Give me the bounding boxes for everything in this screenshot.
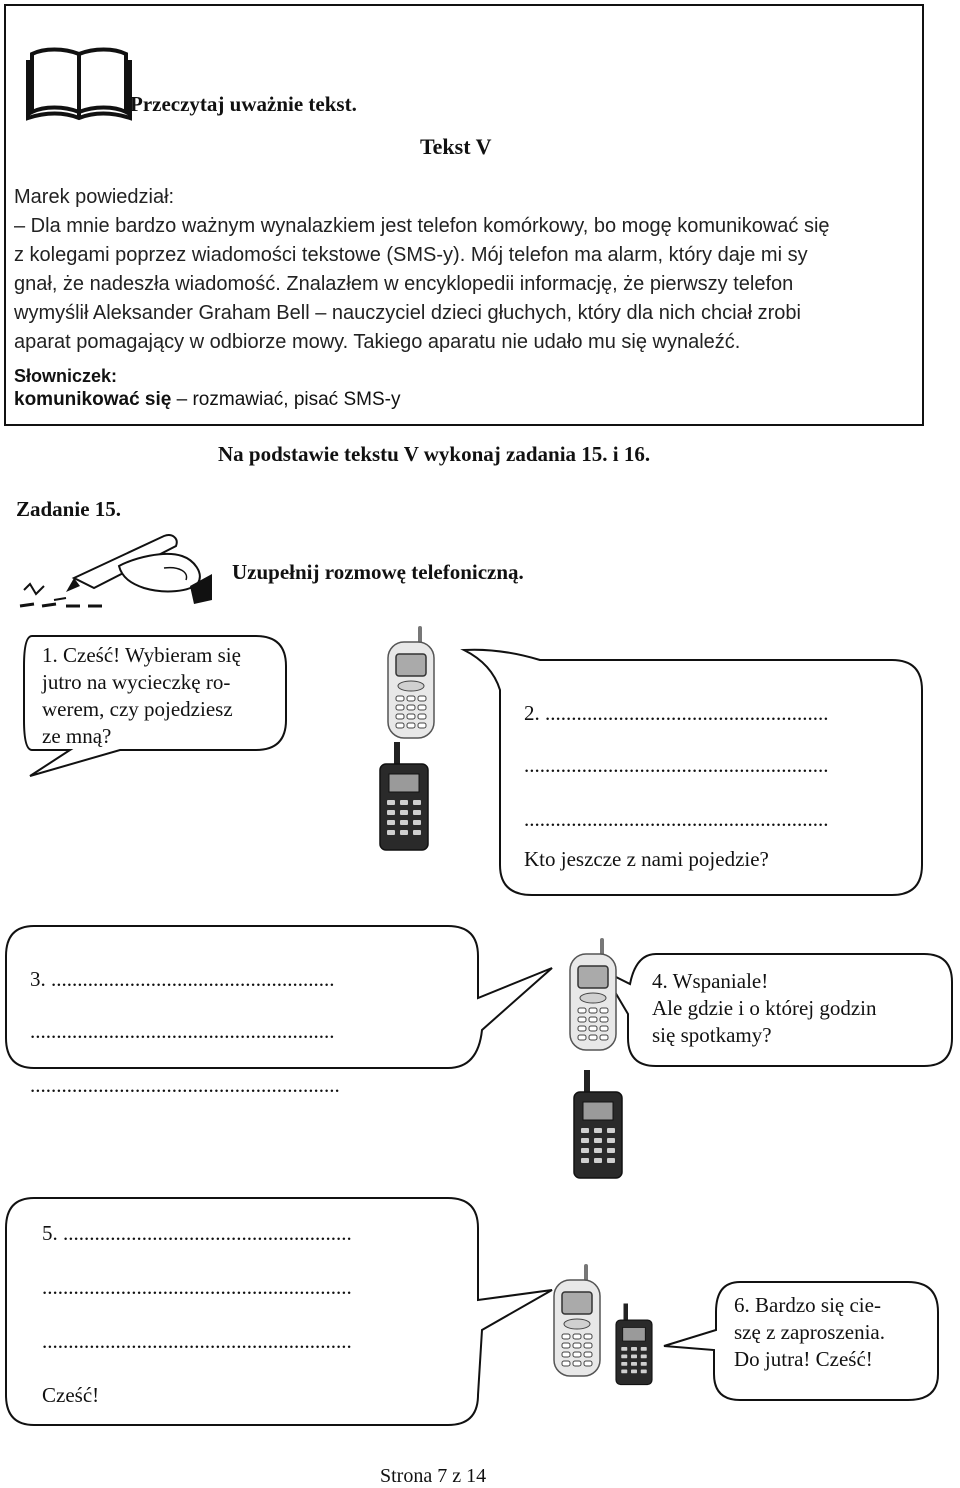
mobile-phone-icon xyxy=(566,936,622,1054)
text-title: Tekst V xyxy=(420,134,492,159)
section-instruction: Na podstawie tekstu V wykonaj zadania 15. i 16. xyxy=(218,442,651,466)
bubble-1-line: jutro na wycieczkę ro- xyxy=(42,670,231,694)
page-number: Strona 7 z 14 xyxy=(380,1465,487,1487)
mobile-phone-icon xyxy=(372,740,436,852)
bubble-6-line: 6. Bardzo się cie- xyxy=(734,1293,881,1317)
glossary-term: komunikować się xyxy=(14,389,172,410)
bubble-1-line: ze mną? xyxy=(42,724,112,748)
glossary-heading: Słowniczek: xyxy=(14,366,118,386)
mobile-phone-icon xyxy=(384,624,440,742)
bubble-3-line[interactable]: .......................................................... xyxy=(30,1019,335,1043)
mobile-phone-icon xyxy=(550,1262,606,1380)
bubble-4-line: 4. Wspaniale! xyxy=(652,969,769,993)
bubble-5-line[interactable]: ........................................................... xyxy=(42,1275,352,1299)
text-line: Marek powiedział: xyxy=(14,186,175,208)
bubble-1-line: 1. Cześć! Wybieram się xyxy=(42,643,241,667)
bubble-5-line[interactable]: ........................................................... xyxy=(42,1329,352,1353)
writing-hand-icon xyxy=(14,528,214,610)
bubble-5-line[interactable]: 5. ....................................................... xyxy=(42,1221,352,1245)
text-line: – Dla mnie bardzo ważnym wynalazkiem jest telefon komórkowy, bo mogę komunikować się xyxy=(14,215,830,237)
bubble-1-line: werem, czy pojedziesz xyxy=(42,697,233,721)
bubble-3-line[interactable]: ........................................................... xyxy=(30,1073,340,1097)
bubble-6-line: Do jutra! Cześć! xyxy=(734,1347,873,1371)
bubble-6-line: szę z zaproszenia. xyxy=(734,1320,885,1344)
book-icon xyxy=(24,46,134,121)
mobile-phone-icon xyxy=(610,1296,658,1392)
bubble-2-line[interactable]: .......................................................... xyxy=(524,807,829,831)
bubble-5-line: Cześć! xyxy=(42,1383,100,1407)
glossary-definition: – rozmawiać, pisać SMS-y xyxy=(171,389,401,410)
bubble-2-line[interactable]: .......................................................... xyxy=(524,753,829,777)
bubble-2-line[interactable]: 2. ...................................................... xyxy=(524,701,829,725)
bubble-4-line: Ale gdzie i o której godzin xyxy=(652,996,877,1020)
bubble-3-line[interactable]: 3. ...................................................... xyxy=(30,967,335,991)
bubble-4-line: się spotkamy? xyxy=(652,1023,772,1047)
task-number: Zadanie 15. xyxy=(16,497,122,521)
text-line: aparat pomagający w odbiorze mowy. Takiego aparatu nie udało mu się wynaleźć. xyxy=(14,331,741,353)
bubble-2-line: Kto jeszcze z nami pojedzie? xyxy=(524,847,769,871)
mobile-phone-icon xyxy=(566,1068,630,1180)
text-line: wymyślił Aleksander Graham Bell – nauczyciel dzieci głuchych, który dla nich chciał zrobi xyxy=(14,302,801,324)
task-instruction: Uzupełnij rozmowę telefoniczną. xyxy=(232,560,524,584)
text-line: z kolegami poprzez wiadomości tekstowe (SMS-y). Mój telefon ma alarm, który daje mi sy xyxy=(14,244,808,266)
text-line: gnał, że nadeszła wiadomość. Znalazłem w encyklopedii informację, że pierwszy telefon xyxy=(14,273,794,295)
read-instruction: Przeczytaj uważnie tekst. xyxy=(130,92,357,116)
glossary-entry xyxy=(14,389,400,411)
